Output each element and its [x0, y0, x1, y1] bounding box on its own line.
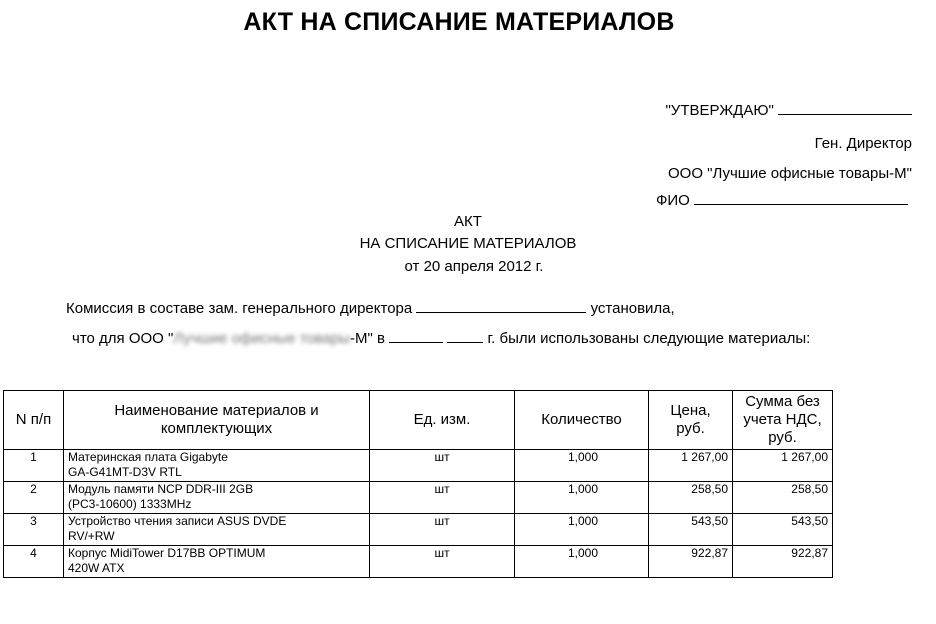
cell-name-line2: (PC3-10600) 1333MHz — [68, 497, 192, 511]
act-date: от 20 апреля 2012 г. — [404, 258, 544, 275]
approve-line — [665, 102, 912, 119]
table-header-row — [4, 391, 833, 450]
cell-name-line1: Модуль памяти NCP DDR-III 2GB — [68, 482, 254, 496]
cell-name-line1: Корпус MidiTower D17BB OPTIMUM — [68, 546, 266, 560]
cell-name — [64, 450, 370, 482]
cell-name-line1: Материнская плата Gigabyte — [68, 450, 228, 464]
cell-name-line2: GA-G41MT-D3V RTL — [68, 465, 182, 479]
header-qty: Количество — [515, 391, 649, 450]
cell-unit: шт — [370, 482, 515, 514]
commission-line — [66, 300, 675, 317]
usage-company-tail: -М" в — [350, 330, 385, 347]
cell-sum: 922,87 — [733, 546, 833, 578]
commission-suffix: установила, — [590, 300, 675, 317]
cell-name — [64, 482, 370, 514]
cell-qty: 1,000 — [515, 546, 649, 578]
cell-sum: 258,50 — [733, 482, 833, 514]
fio-blank — [694, 192, 908, 205]
table-row — [4, 514, 833, 546]
header-sum — [733, 391, 833, 450]
table-row — [4, 546, 833, 578]
cell-num: 4 — [4, 546, 64, 578]
act-heading-line1: АКТ — [454, 213, 482, 230]
usage-line — [72, 330, 810, 347]
header-name-line2: комплектующих — [160, 420, 273, 437]
header-name — [64, 391, 370, 450]
cell-unit: шт — [370, 514, 515, 546]
cell-qty: 1,000 — [515, 482, 649, 514]
table-row — [4, 482, 833, 514]
cell-num: 1 — [4, 450, 64, 482]
table-row — [4, 450, 833, 482]
cell-name — [64, 514, 370, 546]
header-sum-line2: учета НДС, — [743, 411, 822, 428]
commission-prefix: Комиссия в составе зам. генерального директора — [66, 300, 413, 317]
usage-year-blank — [447, 330, 483, 343]
document-title: АКТ НА СПИСАНИЕ МАТЕРИАЛОВ — [243, 8, 675, 36]
approval-company: ООО "Лучшие офисные товары-М" — [667, 165, 912, 182]
act-heading-line2: НА СПИСАНИЕ МАТЕРИАЛОВ — [359, 235, 577, 252]
header-price-line1: Цена, — [670, 402, 711, 419]
cell-unit: шт — [370, 546, 515, 578]
cell-sum: 1 267,00 — [733, 450, 833, 482]
header-price — [649, 391, 733, 450]
header-sum-line1: Сумма без — [745, 393, 820, 410]
cell-num: 3 — [4, 514, 64, 546]
approve-label: "УТВЕРЖДАЮ" — [665, 102, 774, 119]
cell-unit: шт — [370, 450, 515, 482]
cell-name — [64, 546, 370, 578]
cell-num: 2 — [4, 482, 64, 514]
fio-label: ФИО — [655, 192, 690, 209]
header-num: N п/п — [4, 391, 64, 450]
cell-name-line2: RV/+RW — [68, 529, 115, 543]
cell-price: 1 267,00 — [649, 450, 733, 482]
materials-table — [3, 390, 833, 578]
cell-sum: 543,50 — [733, 514, 833, 546]
director-position: Ген. Директор — [814, 135, 912, 152]
header-name-line1: Наименование материалов и — [114, 402, 319, 419]
cell-name-line2: 420W ATX — [68, 561, 125, 575]
header-unit: Ед. изм. — [370, 391, 515, 450]
header-price-line2: руб. — [676, 420, 705, 437]
cell-name-line1: Устройство чтения записи ASUS DVDE — [68, 514, 287, 528]
blurred-company-name: Лучшие офисные товары — [173, 330, 351, 347]
usage-suffix: г. были использованы следующие материалы: — [487, 330, 811, 347]
commission-blank — [416, 300, 586, 313]
usage-prefix: что для ООО " — [72, 330, 174, 347]
cell-qty: 1,000 — [515, 450, 649, 482]
cell-price: 543,50 — [649, 514, 733, 546]
cell-price: 922,87 — [649, 546, 733, 578]
header-sum-line3: руб. — [768, 429, 797, 446]
cell-price: 258,50 — [649, 482, 733, 514]
fio-line — [656, 192, 908, 209]
cell-qty: 1,000 — [515, 514, 649, 546]
approve-signature-blank — [778, 102, 912, 115]
usage-month-blank — [389, 330, 443, 343]
